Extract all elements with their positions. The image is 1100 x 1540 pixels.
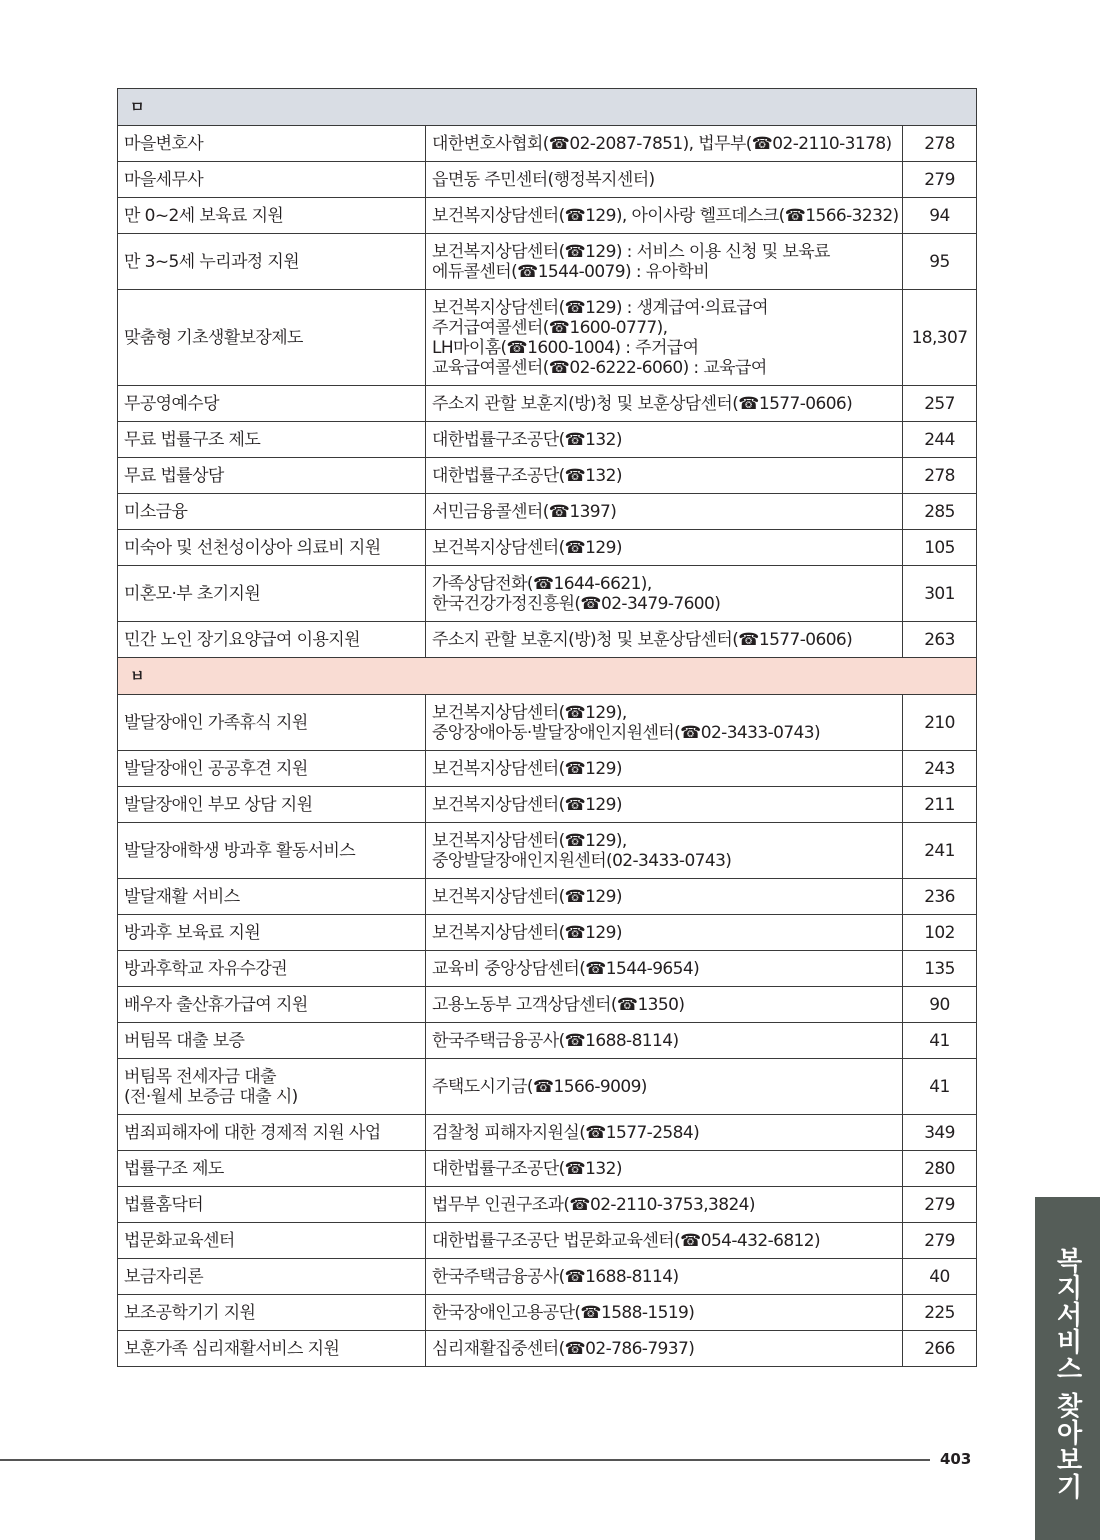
- table-row: [118, 751, 977, 787]
- section-heading: ㅁ: [118, 89, 977, 126]
- service-name-cell-line: 만 0~2세 보육료 지원: [124, 205, 284, 226]
- service-name-cell: [118, 1059, 426, 1115]
- contact-cell: [426, 290, 903, 386]
- contact-cell: [426, 987, 903, 1023]
- contact-cell: [426, 751, 903, 787]
- contact-cell: [426, 162, 903, 198]
- contact-cell-line: 법무부 인권구조과(☎02-2110-3753,3824): [432, 1194, 755, 1215]
- contact-cell: [426, 1259, 903, 1295]
- service-name-cell-line: 발달장애인 부모 상담 지원: [124, 794, 313, 815]
- table-row: [118, 1331, 977, 1367]
- table-row: [118, 987, 977, 1023]
- side-tab: [1035, 1197, 1100, 1540]
- page-ref-cell: 278: [903, 458, 977, 494]
- service-name-cell-line: 발달장애인 가족휴식 지원: [124, 712, 308, 733]
- table-row: [118, 198, 977, 234]
- table-row: [118, 1295, 977, 1331]
- contact-cell-line: 한국건강가정진흥원(☎02-3479-7600): [432, 593, 721, 614]
- contact-cell-line: 보건복지상담센터(☎129) : 생계급여·의료급여: [432, 297, 768, 318]
- page-ref-cell: 41: [903, 1059, 977, 1115]
- page-ref-cell: 263: [903, 622, 977, 658]
- service-name-cell-line: 미숙아 및 선천성이상아 의료비 지원: [124, 537, 381, 558]
- service-name-cell-line: 법문화교육센터: [124, 1230, 235, 1251]
- table-row: [118, 234, 977, 290]
- contact-cell-line: 한국주택금융공사(☎1688-8114): [432, 1266, 679, 1287]
- table-row: [118, 695, 977, 751]
- contact-cell-line: 중앙장애아동·발달장애인지원센터(☎02-3433-0743): [432, 722, 821, 743]
- table-row: [118, 422, 977, 458]
- table-row: [118, 951, 977, 987]
- service-name-cell-line: 발달장애인 공공후견 지원: [124, 758, 308, 779]
- table-row: [118, 622, 977, 658]
- service-name-cell: [118, 1151, 426, 1187]
- contact-cell: [426, 530, 903, 566]
- table-row: [118, 1223, 977, 1259]
- contact-cell-line: 주거급여콜센터(☎1600-0777),: [432, 317, 668, 338]
- service-index-body: [118, 89, 977, 1367]
- contact-cell-line: LH마이홈(☎1600-1004) : 주거급여: [432, 337, 699, 358]
- table-row: [118, 566, 977, 622]
- table-row: [118, 494, 977, 530]
- contact-cell-line: 중앙발달장애인지원센터(02-3433-0743): [432, 850, 732, 871]
- page-ref-cell: 278: [903, 126, 977, 162]
- contact-cell: [426, 386, 903, 422]
- service-name-cell-line: 방과후학교 자유수강권: [124, 958, 288, 979]
- table-row: [118, 530, 977, 566]
- page-ref-cell: 280: [903, 1151, 977, 1187]
- contact-cell: [426, 1295, 903, 1331]
- contact-cell: [426, 1151, 903, 1187]
- service-name-cell: [118, 987, 426, 1023]
- table-row: [118, 1023, 977, 1059]
- service-name-cell-line: 무공영예수당: [124, 393, 219, 414]
- service-name-cell: [118, 530, 426, 566]
- page-ref-cell: 102: [903, 915, 977, 951]
- table-row: [118, 126, 977, 162]
- contact-cell: [426, 1187, 903, 1223]
- contact-cell-line: 보건복지상담센터(☎129): [432, 886, 622, 907]
- table-row: [118, 458, 977, 494]
- contact-cell: [426, 1331, 903, 1367]
- page-ref-cell: 40: [903, 1259, 977, 1295]
- service-name-cell-line: 보금자리론: [124, 1266, 204, 1287]
- page-ref-cell: 94: [903, 198, 977, 234]
- table-row: [118, 915, 977, 951]
- service-name-cell-line: 미혼모·부 초기지원: [124, 583, 261, 604]
- contact-cell-line: 보건복지상담센터(☎129): [432, 758, 622, 779]
- contact-cell: [426, 566, 903, 622]
- contact-cell-line: 한국주택금융공사(☎1688-8114): [432, 1030, 679, 1051]
- contact-cell-line: 주택도시기금(☎1566-9009): [432, 1076, 647, 1097]
- page-ref-cell: 211: [903, 787, 977, 823]
- contact-cell-line: 한국장애인고용공단(☎1588-1519): [432, 1302, 695, 1323]
- contact-cell-line: 대한변호사협회(☎02-2087-7851), 법무부(☎02-2110-3178): [432, 133, 892, 154]
- contact-cell-line: 보건복지상담센터(☎129): [432, 537, 622, 558]
- contact-cell: [426, 422, 903, 458]
- service-name-cell: [118, 915, 426, 951]
- service-name-cell: [118, 126, 426, 162]
- service-name-cell-line: 무료 법률구조 제도: [124, 429, 261, 450]
- footer-rule: [0, 1459, 930, 1461]
- contact-cell: [426, 126, 903, 162]
- table-row: [118, 1059, 977, 1115]
- service-index-table: [117, 88, 977, 1367]
- service-name-cell: [118, 198, 426, 234]
- contact-cell-line: 읍면동 주민센터(행정복지센터): [432, 169, 655, 190]
- table-row: [118, 787, 977, 823]
- service-name-cell: [118, 695, 426, 751]
- contact-cell-line: 대한법률구조공단 법문화교육센터(☎054-432-6812): [432, 1230, 821, 1251]
- page-ref-cell: 279: [903, 1187, 977, 1223]
- contact-cell: [426, 823, 903, 879]
- table-row: [118, 162, 977, 198]
- page-ref-cell: 18,307: [903, 290, 977, 386]
- service-name-cell-line: 마을변호사: [124, 133, 204, 154]
- service-name-cell-line: 버팀목 전세자금 대출: [124, 1066, 277, 1087]
- page-ref-cell: 349: [903, 1115, 977, 1151]
- service-name-cell: [118, 1259, 426, 1295]
- service-name-cell: [118, 1223, 426, 1259]
- contact-cell-line: 고용노동부 고객상담센터(☎1350): [432, 994, 685, 1015]
- page-ref-cell: 266: [903, 1331, 977, 1367]
- contact-cell-line: 심리재활집중센터(☎02-786-7937): [432, 1338, 695, 1359]
- service-name-cell-line: 맞춤형 기초생활보장제도: [124, 327, 303, 348]
- table-row: [118, 1259, 977, 1295]
- service-name-cell-line: 보훈가족 심리재활서비스 지원: [124, 1338, 340, 1359]
- page-ref-cell: 135: [903, 951, 977, 987]
- service-name-cell: [118, 566, 426, 622]
- contact-cell: [426, 695, 903, 751]
- contact-cell-line: 주소지 관할 보훈지(방)청 및 보훈상담센터(☎1577-0606): [432, 393, 853, 414]
- table-row: [118, 1187, 977, 1223]
- service-name-cell: [118, 1331, 426, 1367]
- contact-cell: [426, 1223, 903, 1259]
- contact-cell: [426, 1023, 903, 1059]
- contact-cell-line: 에듀콜센터(☎1544-0079) : 유아학비: [432, 261, 710, 282]
- page-ref-cell: 105: [903, 530, 977, 566]
- service-name-cell: [118, 787, 426, 823]
- side-tab-label: 복지서비스 찾아보기: [1052, 1247, 1082, 1501]
- service-name-cell-line: 민간 노인 장기요양급여 이용지원: [124, 629, 360, 650]
- service-name-cell: [118, 951, 426, 987]
- section-header: [118, 89, 977, 126]
- page-ref-cell: 41: [903, 1023, 977, 1059]
- service-name-cell: [118, 234, 426, 290]
- page-ref-cell: 301: [903, 566, 977, 622]
- page-number: 403: [940, 1450, 972, 1468]
- page-ref-cell: 279: [903, 1223, 977, 1259]
- service-name-cell-line: 발달재활 서비스: [124, 886, 240, 907]
- page-ref-cell: 279: [903, 162, 977, 198]
- section-heading: ㅂ: [118, 658, 977, 695]
- service-name-cell: [118, 1295, 426, 1331]
- contact-cell: [426, 1059, 903, 1115]
- table-row: [118, 1115, 977, 1151]
- service-name-cell: [118, 162, 426, 198]
- contact-cell-line: 대한법률구조공단(☎132): [432, 465, 622, 486]
- contact-cell: [426, 1115, 903, 1151]
- service-name-cell: [118, 751, 426, 787]
- table-row: [118, 823, 977, 879]
- contact-cell-line: 검찰청 피해자지원실(☎1577-2584): [432, 1122, 700, 1143]
- service-name-cell-line: 만 3~5세 누리과정 지원: [124, 251, 300, 272]
- contact-cell-line: 보건복지상담센터(☎129): [432, 794, 622, 815]
- page-ref-cell: 236: [903, 879, 977, 915]
- service-name-cell: [118, 386, 426, 422]
- contact-cell-line: 보건복지상담센터(☎129): [432, 922, 622, 943]
- service-name-cell: [118, 458, 426, 494]
- page-ref-cell: 225: [903, 1295, 977, 1331]
- service-name-cell: [118, 1187, 426, 1223]
- contact-cell-line: 보건복지상담센터(☎129),: [432, 702, 627, 723]
- table-row: [118, 290, 977, 386]
- contact-cell: [426, 915, 903, 951]
- service-name-cell-line: 미소금융: [124, 501, 188, 522]
- service-name-cell: [118, 823, 426, 879]
- service-name-cell: [118, 290, 426, 386]
- contact-cell-line: 보건복지상담센터(☎129) : 서비스 이용 신청 및 보육료: [432, 241, 830, 262]
- contact-cell: [426, 234, 903, 290]
- contact-cell-line: 교육급여콜센터(☎02-6222-6060) : 교육급여: [432, 357, 767, 378]
- service-name-cell: [118, 1115, 426, 1151]
- contact-cell: [426, 951, 903, 987]
- section-header: [118, 658, 977, 695]
- service-name-cell-line: 무료 법률상담: [124, 465, 224, 486]
- service-name-cell: [118, 494, 426, 530]
- contact-cell: [426, 494, 903, 530]
- service-name-cell: [118, 622, 426, 658]
- page-ref-cell: 210: [903, 695, 977, 751]
- table-row: [118, 1151, 977, 1187]
- contact-cell: [426, 879, 903, 915]
- table-row: [118, 386, 977, 422]
- service-name-cell-line: 보조공학기기 지원: [124, 1302, 256, 1323]
- contact-cell-line: 대한법률구조공단(☎132): [432, 429, 622, 450]
- page-ref-cell: 244: [903, 422, 977, 458]
- page-ref-cell: 257: [903, 386, 977, 422]
- contact-cell: [426, 198, 903, 234]
- page-ref-cell: 285: [903, 494, 977, 530]
- page-ref-cell: 243: [903, 751, 977, 787]
- service-name-cell-line: 발달장애학생 방과후 활동서비스: [124, 840, 356, 861]
- table-row: [118, 879, 977, 915]
- contact-cell-line: 보건복지상담센터(☎129), 아이사랑 헬프데스크(☎1566-3232): [432, 205, 899, 226]
- service-name-cell-line: 법률구조 제도: [124, 1158, 224, 1179]
- contact-cell-line: 대한법률구조공단(☎132): [432, 1158, 622, 1179]
- service-name-cell-line: 방과후 보육료 지원: [124, 922, 261, 943]
- service-name-cell-line: 법률홈닥터: [124, 1194, 204, 1215]
- service-name-cell-line: 범죄피해자에 대한 경제적 지원 사업: [124, 1122, 381, 1143]
- service-name-cell-line: (전·월세 보증금 대출 시): [124, 1086, 298, 1107]
- service-name-cell: [118, 1023, 426, 1059]
- contact-cell-line: 보건복지상담센터(☎129),: [432, 830, 627, 851]
- contact-cell-line: 서민금융콜센터(☎1397): [432, 501, 617, 522]
- page-ref-cell: 90: [903, 987, 977, 1023]
- page-ref-cell: 241: [903, 823, 977, 879]
- contact-cell: [426, 458, 903, 494]
- service-name-cell-line: 버팀목 대출 보증: [124, 1030, 245, 1051]
- page-ref-cell: 95: [903, 234, 977, 290]
- contact-cell-line: 가족상담전화(☎1644-6621),: [432, 573, 652, 594]
- service-name-cell-line: 마을세무사: [124, 169, 204, 190]
- service-name-cell: [118, 422, 426, 458]
- service-name-cell: [118, 879, 426, 915]
- contact-cell: [426, 787, 903, 823]
- contact-cell-line: 교육비 중앙상담센터(☎1544-9654): [432, 958, 700, 979]
- contact-cell: [426, 622, 903, 658]
- contact-cell-line: 주소지 관할 보훈지(방)청 및 보훈상담센터(☎1577-0606): [432, 629, 853, 650]
- service-name-cell-line: 배우자 출산휴가급여 지원: [124, 994, 308, 1015]
